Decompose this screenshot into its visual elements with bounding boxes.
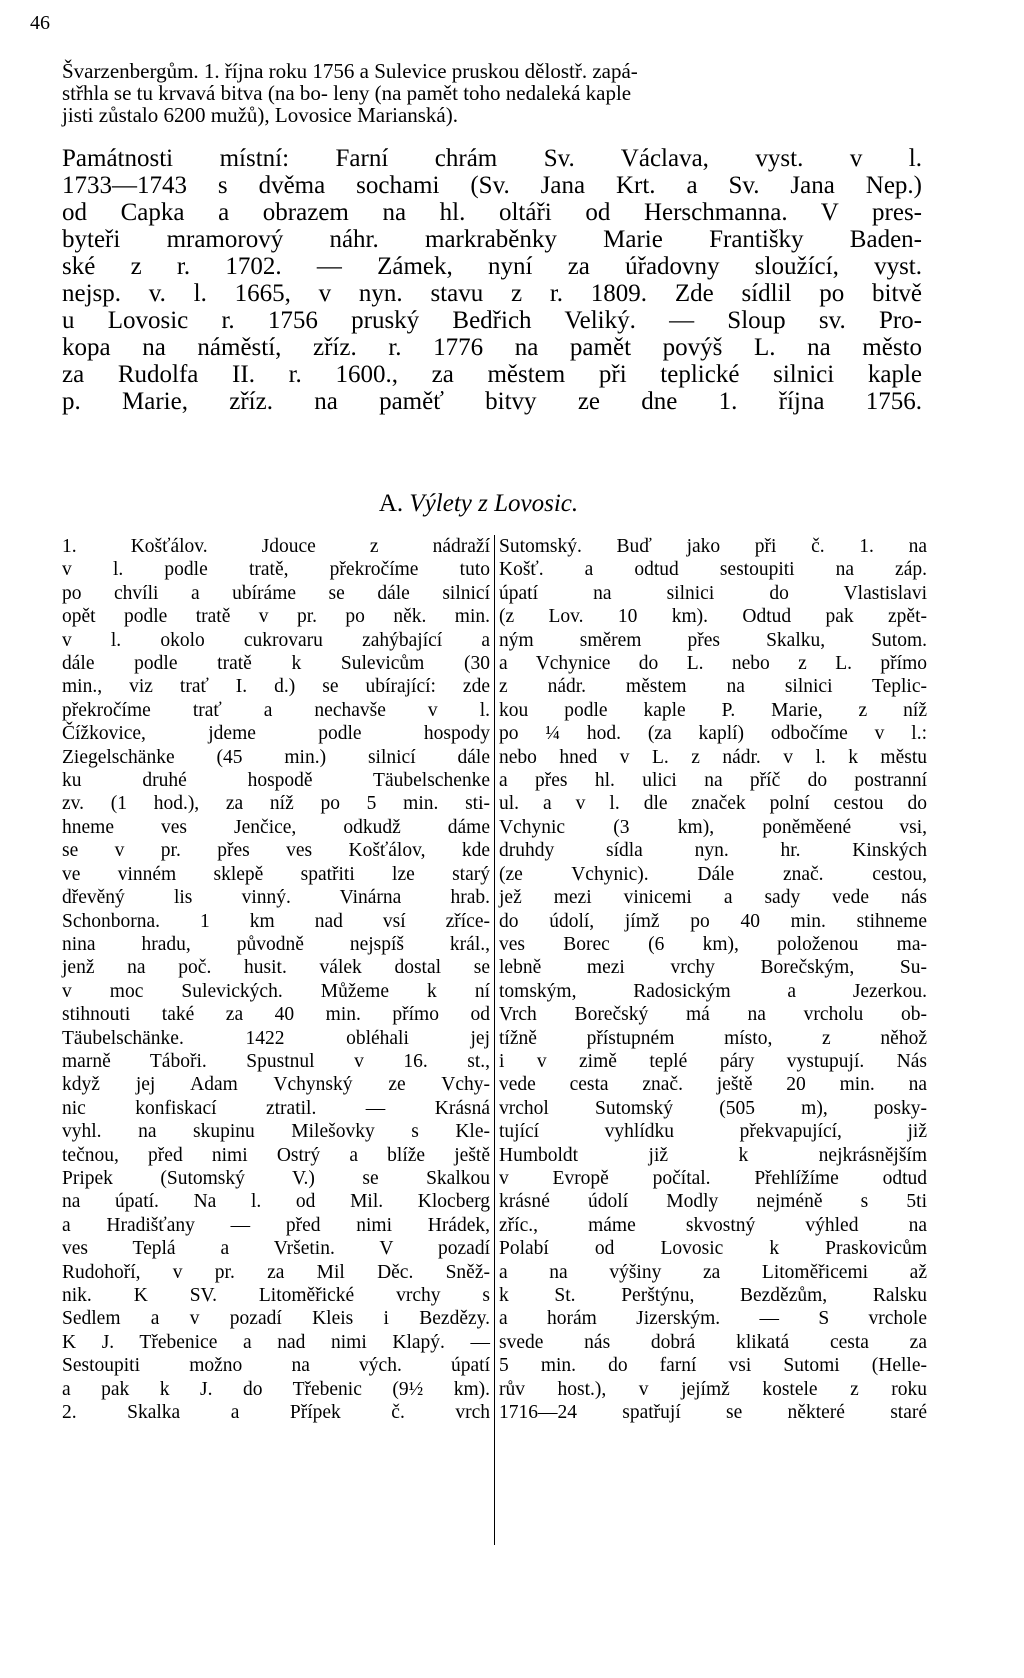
text-line: stihnouti také za 40 min. přímo od <box>62 1004 490 1026</box>
text-line: rův host.), v jejímž kostele z roku <box>499 1378 927 1400</box>
text-line: tomským, Radosickým a Jezerkou. <box>499 980 927 1002</box>
section-heading-prefix: A. <box>378 490 404 517</box>
text-line: Sedlem a v pozadí Kleis i Bezdězy. <box>62 1308 490 1330</box>
text-line: 2. Skalka a Přípek č. vrch <box>62 1402 490 1424</box>
text-line: svede nás dobrá klikatá cesta za <box>499 1331 927 1353</box>
text-line: ves Teplá a Vršetin. V pozadí <box>62 1238 490 1260</box>
text-line: K J. Třebenice a nad nimi Klapý. — <box>62 1331 490 1353</box>
text-line: Vchynic (3 km), poněměené vsi, <box>499 816 927 838</box>
text-line: min., viz trať I. d.) se ubírající: zde <box>62 676 490 698</box>
text-line: nic konfiskací ztratil. — Krásná <box>62 1097 490 1119</box>
text-line: 1716—24 spatřují se některé staré <box>499 1402 927 1424</box>
text-line: marně Táboři. Spustnul v 16. st., <box>62 1050 490 1072</box>
text-line: (ze Vchynic). Dále znač. cestou, <box>499 863 927 885</box>
text-line: kou podle kaple P. Marie, z níž <box>499 699 927 721</box>
text-line: v l. podle tratě, překročíme tuto <box>62 559 490 581</box>
text-line: v l. okolo cukrovaru zahýbající a <box>62 629 490 651</box>
text-line: ves Borec (6 km), položenou ma- <box>499 933 927 955</box>
text-line: nejsp. v. l. 1665, v nyn. stavu z r. 1809. Zde sídlil po bitvě <box>62 280 922 307</box>
text-line: nik. K SV. Litoměřické vrchy s <box>62 1285 490 1306</box>
text-line: a přes hl. ulici na příč do postranní <box>499 770 927 792</box>
text-line: Ziegelschänke (45 min.) silnicí dále <box>62 746 490 768</box>
text-line: jisti zůstalo 6200 mužů), Lovosice Marianská). <box>62 103 458 127</box>
text-line: jež mezi vinicemi a sady vede nás <box>499 887 927 909</box>
text-line: zv. (1 hod.), za níž po 5 min. sti- <box>62 793 490 815</box>
text-line: Schonborna. 1 km nad vsí zříce- <box>62 910 490 932</box>
left-column <box>62 535 490 1424</box>
section-heading-title: Výlety z Lovosic. <box>409 490 579 517</box>
text-line: a Hradišťany — před nimi Hrádek, <box>62 1214 490 1236</box>
text-line: po ¼ hod. (za kaplí) odbočíme v l.: <box>499 723 927 745</box>
text-line: ku druhé hospodě Täubelschenke <box>62 770 490 792</box>
text-line: Humboldt již k nejkrásnějším <box>499 1144 927 1166</box>
text-line: vrchol Sutomský (505 m), posky- <box>499 1097 927 1119</box>
text-line: po chvíli a ubíráme se dále silnicí <box>62 582 490 604</box>
text-line: střhla se tu krvavá bitva (na bo- leny (na pamět toho nedaleká kaple <box>62 81 632 105</box>
text-line: za Rudolfa II. r. 1600., za městem při teplické silnici kaple <box>62 361 922 388</box>
main-paragraph <box>62 145 922 415</box>
text-line: hneme ves Jenčice, odkudž dáme <box>62 816 490 838</box>
text-line: druhdy sídla nyn. hr. Kinských <box>499 840 927 862</box>
text-line: byteři mramorový náhr. markraběnky Marie Františky Baden- <box>62 226 922 253</box>
text-line: na úpatí. Na l. od Mil. Klocberg <box>62 1191 490 1213</box>
text-line: tížně přístupném místo, z něhož <box>499 1027 927 1049</box>
text-line: i v zimě teplé páry vystupují. Nás <box>499 1050 927 1072</box>
text-line: vede cesta znač. ještě 20 min. na <box>499 1074 927 1096</box>
text-line: 1. Košťálov. Jdouce z nádraží <box>62 536 490 557</box>
text-line: 1733—1743 s dvěma sochami (Sv. Jana Krt. a Sv. Jana Nep.) <box>62 172 922 199</box>
text-line: se v pr. přes ves Košťálov, kde <box>62 840 490 862</box>
text-line: krásné údolí Modly nejméně s 5ti <box>499 1191 927 1213</box>
text-line: k St. Perštýnu, Bezdězům, Ralsku <box>499 1285 927 1306</box>
text-line: tečnou, před nimi Ostrý a blíže ještě <box>62 1144 490 1166</box>
text-line: a na výšiny za Litoměřicemi až <box>499 1261 927 1283</box>
text-line: úpatí na silnici do Vlastislavi <box>499 582 927 604</box>
text-line: u Lovosic r. 1756 pruský Bedřich Veliký. — Sloup sv. Pro- <box>62 307 922 334</box>
text-line: Sestoupiti možno na vých. úpatí <box>62 1355 490 1377</box>
text-line: v moc Sulevických. Můžeme k ní <box>62 980 490 1002</box>
text-line: ným směrem přes Skalku, Sutom. <box>499 629 927 651</box>
text-line: od Capka a obrazem na hl. oltáři od Herschmanna. V pres- <box>62 199 922 226</box>
text-line: Täubelschänke. 1422 obléhali jej <box>62 1027 490 1049</box>
text-line: Košť. a odtud sestoupiti na záp. <box>499 559 927 581</box>
text-line: Pripek (Sutomský V.) se Skalkou <box>62 1167 490 1189</box>
right-column <box>499 535 927 1424</box>
text-line: Polabí od Lovosic k Praskovicům <box>499 1238 927 1260</box>
text-line: nina hradu, původně nejspíš král., <box>62 933 490 955</box>
text-line: překročíme trať a nechavše v l. <box>62 699 490 721</box>
text-line: a horám Jizerským. — S vrchole <box>499 1308 927 1330</box>
text-line: Čížkovice, jdeme podle hospody <box>62 723 490 745</box>
text-line: Památnosti místní: Farní chrám Sv. Václava, vyst. v l. <box>62 145 922 172</box>
text-line: p. Marie, zříz. na paměť bitvy ze dne 1. října 1756. <box>62 388 922 415</box>
top-continuation <box>62 60 922 126</box>
text-line: (z Lov. 10 km). Odtud pak zpět- <box>499 606 927 628</box>
text-line: kopa na náměstí, zříz. r. 1776 na pamět povýš L. na město <box>62 334 922 361</box>
text-line: nebo hned v L. z nádr. v l. k městu <box>499 746 927 768</box>
text-line: Rudohoří, v pr. za Mil Děc. Sněž- <box>62 1261 490 1283</box>
text-line: zříc., máme skvostný výhled na <box>499 1214 927 1236</box>
text-line: a Vchynice do L. nebo z L. přímo <box>499 653 927 675</box>
text-line: Vrch Borečský má na vrcholu ob- <box>499 1004 927 1026</box>
text-line: ul. a v l. dle značek polní cestou do <box>499 793 927 815</box>
text-line: vyhl. na skupinu Milešovky s Kle- <box>62 1121 490 1143</box>
text-line: ské z r. 1702. — Zámek, nyní za úřadovny sloužící, vyst. <box>62 253 922 280</box>
section-heading <box>0 490 957 518</box>
page-number: 46 <box>30 12 50 34</box>
text-line: opět podle tratě v pr. po něk. min. <box>62 606 490 628</box>
text-line: ve vinném sklepě spatřiti lze starý <box>62 863 490 885</box>
text-line: dále podle tratě k Sulevicům (30 <box>62 653 490 675</box>
text-line: Sutomský. Buď jako při č. 1. na <box>499 536 927 557</box>
text-line: 5 min. do farní vsi Sutomi (Helle- <box>499 1355 927 1377</box>
text-line: Švarzenbergům. 1. října roku 1756 a Sulevice pruskou dělostř. zapá- <box>62 59 638 83</box>
text-line: dřevěný lis vinný. Vinárna hrab. <box>62 887 490 909</box>
text-line: když jej Adam Vchynský ze Vchy- <box>62 1074 490 1096</box>
text-line: v Evropě počítal. Přehlížíme odtud <box>499 1167 927 1189</box>
text-line: do údolí, jímž po 40 min. stihneme <box>499 910 927 932</box>
column-divider <box>494 535 495 1545</box>
text-line: a pak k J. do Třebenic (9½ km). <box>62 1378 490 1400</box>
text-line: tující vyhlídku překvapující, již <box>499 1121 927 1143</box>
text-line: z nádr. městem na silnici Teplic- <box>499 676 927 698</box>
text-line: jenž na poč. husit. válek dostal se <box>62 957 490 979</box>
text-line: lebně mezi vrchy Borečským, Su- <box>499 957 927 979</box>
